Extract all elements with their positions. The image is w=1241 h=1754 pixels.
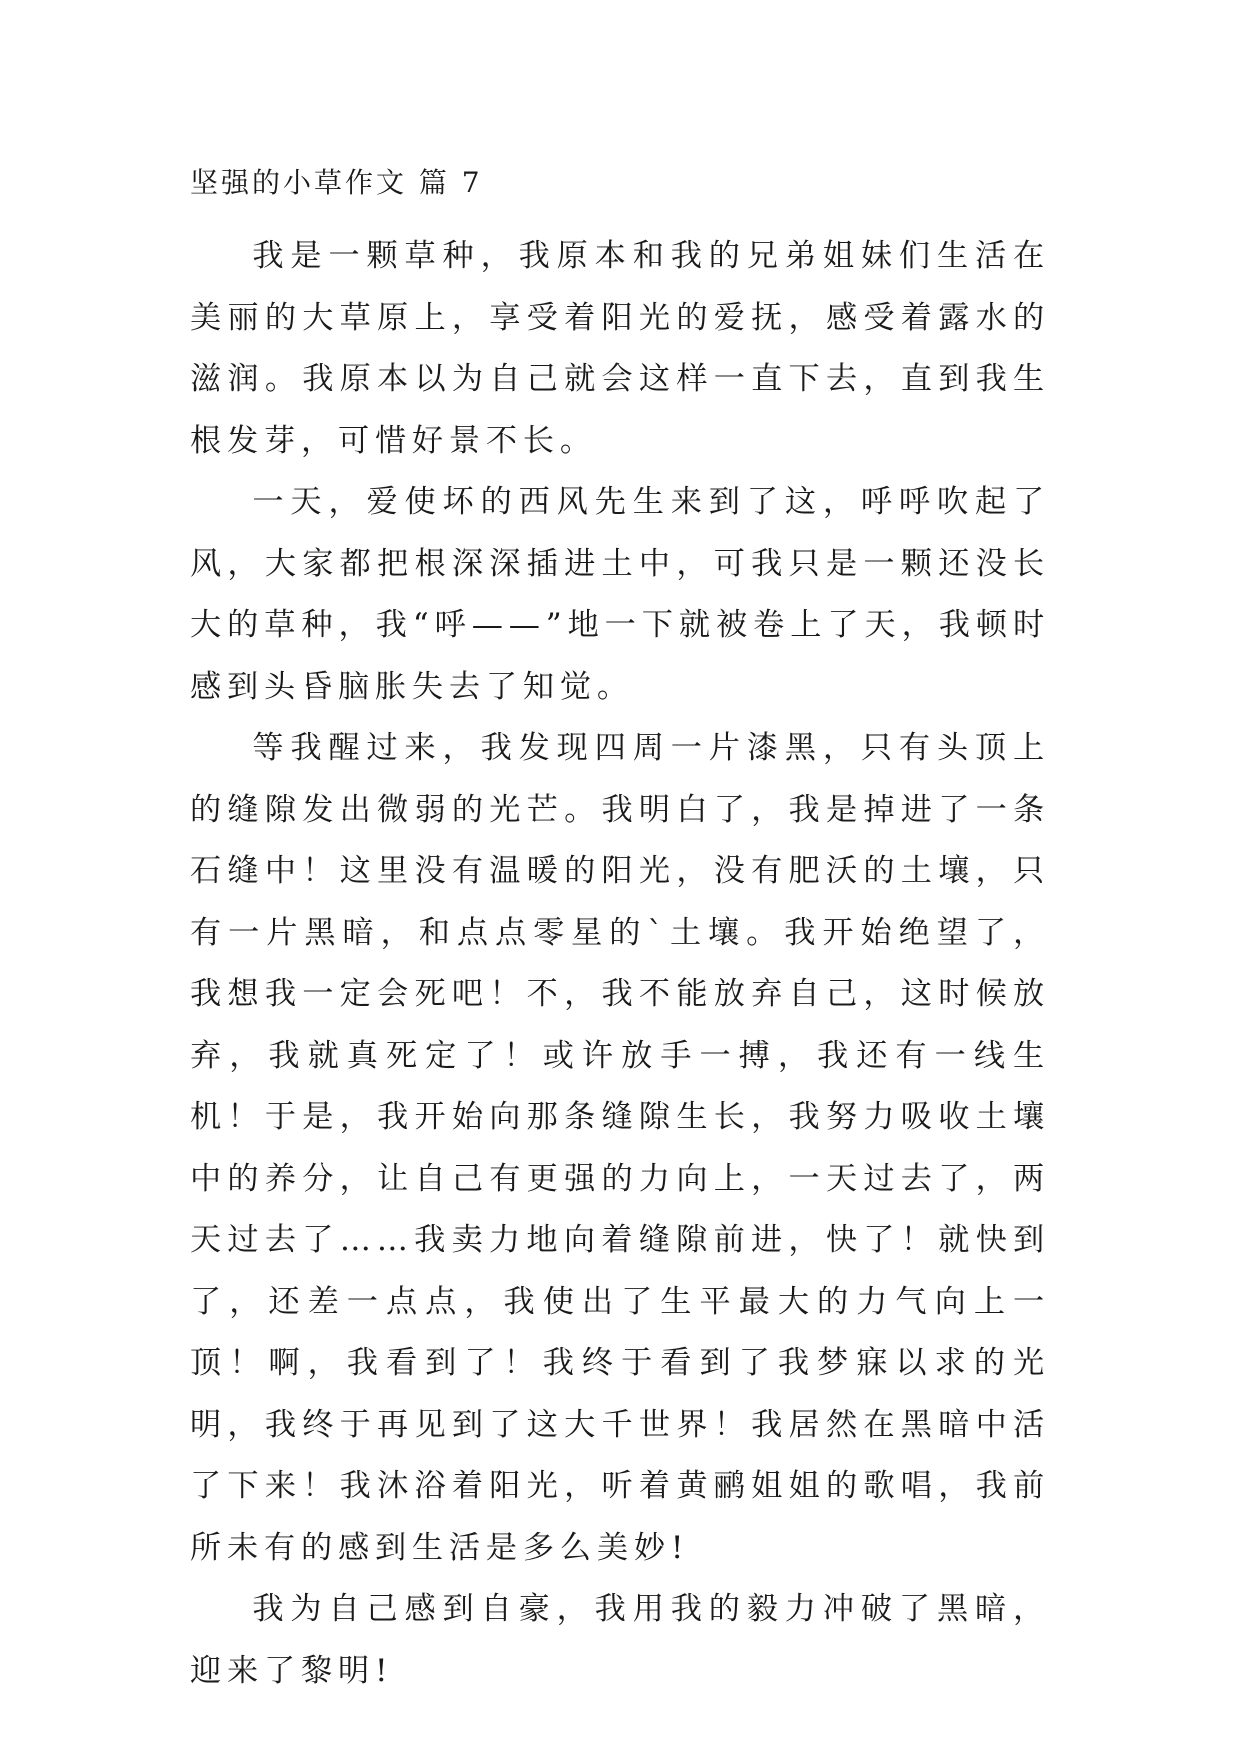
essay-body	[190, 226, 1050, 1702]
paragraph-2: 一天，爱使坏的西风先生来到了这，呼呼吹起了风，大家都把根深深插进土中，可我只是一颗还没长大的草种，我“呼——”地一下就被卷上了天，我顿时感到头昏脑胀失去了知觉。	[190, 484, 1050, 705]
essay-title: 坚强的小草作文 篇 7	[190, 166, 483, 199]
paragraph-1: 我是一颗草种，我原本和我的兄弟姐妹们生活在美丽的大草原上，享受着阳光的爱抚，感受着露水的滋润。我原本以为自己就会这样一直下去，直到我生根发芽，可惜好景不长。	[190, 238, 1050, 459]
paragraph-3: 等我醒过来，我发现四周一片漆黑，只有头顶上的缝隙发出微弱的光芒。我明白了，我是掉进了一条石缝中！这里没有温暖的阳光，没有肥沃的土壤，只有一片黑暗，和点点零星的`土壤。我开始绝望了，我想我一定会死吧！不，我不能放弃自己，这时候放弃，我就真死定了！或许放手一搏，我还有一线生机！于是，我开始向那条缝隙生长，我努力吸收土壤中的养分，让自己有更强的力向上，一天过去了，两天过去了……我卖力地向着缝隙前进，快了！就快到了，还差一点点，我使出了生平最大的力气向上一顶！啊，我看到了！我终于看到了我梦寐以求的光明，我终于再见到了这大千世界！我居然在黑暗中活了下来！我沐浴着阳光，听着黄鹂姐姐的歌唱，我前所未有的感到生活是多么美妙!	[190, 730, 1050, 1566]
paragraph-4: 我为自己感到自豪，我用我的毅力冲破了黑暗，迎来了黎明!	[190, 1591, 1050, 1689]
